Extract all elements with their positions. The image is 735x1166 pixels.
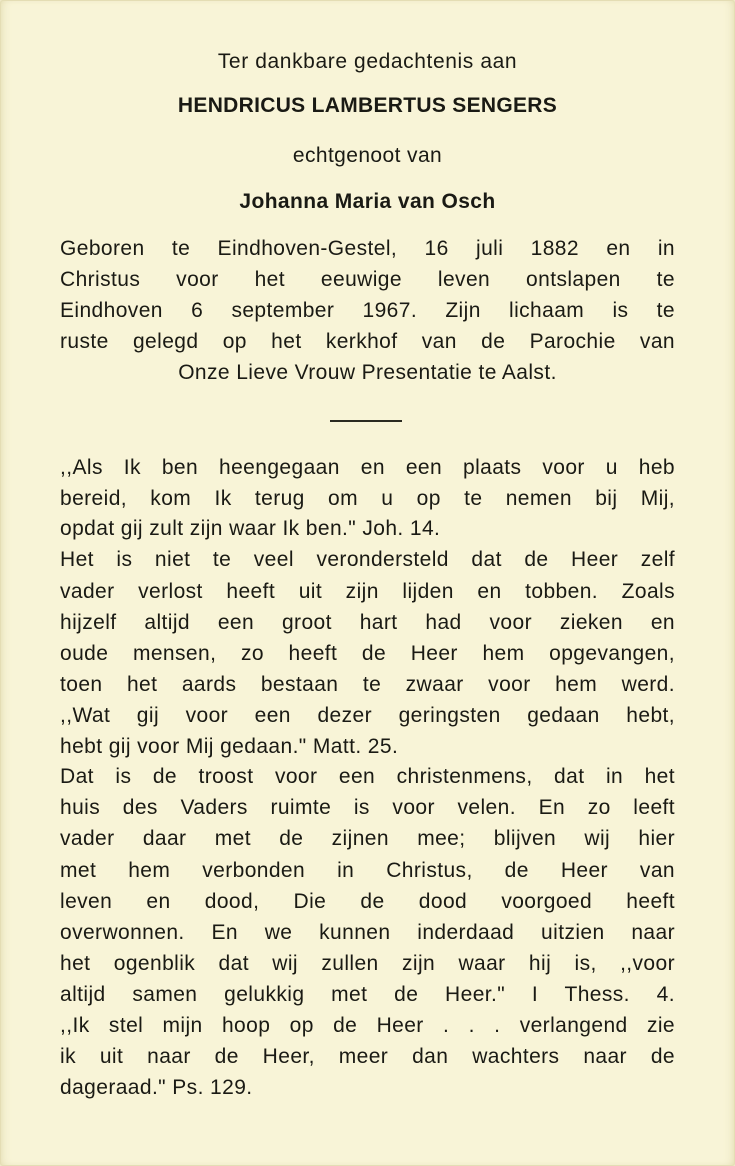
body-line: Dat is de troost voor een christenmens, dat in het <box>60 765 675 788</box>
body-line: oude mensen, zo heeft de Heer hem opgevangen, <box>60 642 675 665</box>
body-line: ,,Ik stel mijn hoop op de Heer . . . verlangend zie <box>60 1014 675 1037</box>
intro-text: Ter dankbare gedachtenis aan <box>217 50 518 73</box>
body-line: altijd samen gelukkig met de Heer." I Thess. 4. <box>60 983 675 1006</box>
body-line: opdat gij zult zijn waar Ik ben." Joh. 14. <box>60 517 441 540</box>
body-line: huis des Vaders ruimte is voor velen. En zo leeft <box>60 796 675 819</box>
bio-line: Onze Lieve Vrouw Presentatie te Aalst. <box>178 361 557 384</box>
body-line: ik uit naar de Heer, meer dan wachters naar de <box>60 1045 675 1068</box>
body-line: hijzelf altijd een groot hart had voor zieken en <box>60 611 675 634</box>
body-line: ,,Wat gij voor een dezer geringsten gedaan hebt, <box>60 704 675 727</box>
body-line: het ogenblik dat wij zullen zijn waar hij is, ,,voor <box>60 952 675 975</box>
body-line: ,,Als Ik ben heengegaan en een plaats voor u heb <box>60 456 675 479</box>
body-line: toen het aards bestaan te zwaar voor hem werd. <box>60 673 675 696</box>
body-line: vader verlost heeft uit zijn lijden en tobben. Zoals <box>60 580 675 603</box>
body-line: hebt gij voor Mij gedaan." Matt. 25. <box>60 735 399 758</box>
body-line: leven en dood, Die de dood voorgoed heeft <box>60 890 675 913</box>
body-line: overwonnen. En we kunnen inderdaad uitzien naar <box>60 921 675 944</box>
bio-line: Christus voor het eeuwige leven ontslapen te <box>60 268 675 291</box>
body-line: vader daar met de zijnen mee; blijven wij hier <box>60 827 675 850</box>
spouse-name: Johanna Maria van Osch <box>239 190 496 213</box>
spouse-label: echtgenoot van <box>292 144 443 167</box>
bio-line: ruste gelegd op het kerkhof van de Parochie van <box>60 330 675 353</box>
divider <box>330 420 402 422</box>
body-line: met hem verbonden in Christus, de Heer van <box>60 859 675 882</box>
body-line: bereid, kom Ik terug om u op te nemen bij Mij, <box>60 487 675 510</box>
body-line: Het is niet te veel verondersteld dat de Heer zelf <box>60 548 675 571</box>
bio-line: Eindhoven 6 september 1967. Zijn lichaam is te <box>60 299 675 322</box>
body-line: dageraad." Ps. 129. <box>60 1076 253 1099</box>
bio-line: Geboren te Eindhoven-Gestel, 16 juli 1882 en in <box>60 237 675 260</box>
deceased-name: HENDRICUS LAMBERTUS SENGERS <box>177 94 558 117</box>
